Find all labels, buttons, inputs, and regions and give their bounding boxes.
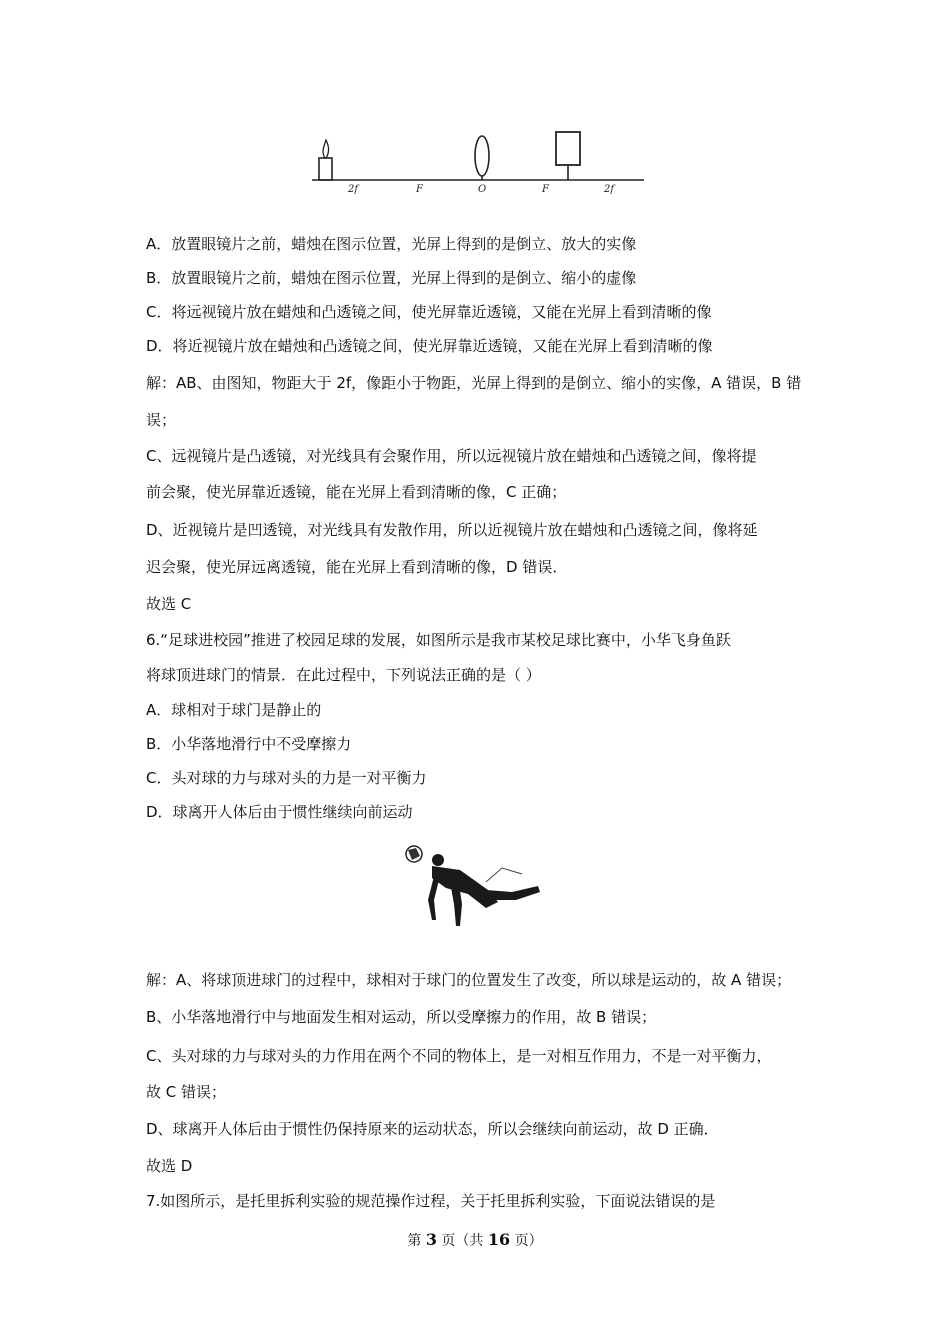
lens-experiment-figure <box>308 128 648 206</box>
footer-total-pages: 16 <box>487 1230 511 1249</box>
q7-stem: 7.如图所示，是托里拆利实验的规范操作过程，关于托里拆利实验，下面说法错误的是 <box>146 1192 716 1210</box>
soccer-ball-icon <box>406 846 422 862</box>
q6-solution-line: C、头对球的力与球对头的力作用在两个不同的物体上，是一对相互作用力，不是一对平衡力， <box>146 1047 772 1065</box>
q6-answer: 故选 D <box>146 1157 193 1175</box>
q5-option-b: B．放置眼镜片之前，蜡烛在图示位置，光屏上得到的是倒立、缩小的虚像 <box>146 269 637 287</box>
footer-middle: 页（共 <box>436 1233 488 1249</box>
q6-option-a: A．球相对于球门是静止的 <box>146 701 322 719</box>
footer-suffix: 页） <box>510 1233 543 1249</box>
light-screen-icon <box>556 132 580 180</box>
q6-option-b: B．小华落地滑行中不受摩擦力 <box>146 735 352 753</box>
footer-page-number: 3 <box>425 1230 437 1249</box>
q6-stem-line: 将球顶进球门的情景．在此过程中，下列说法正确的是（ ） <box>146 666 541 684</box>
q6-option-d: D．球离开人体后由于惯性继续向前运动 <box>146 803 413 821</box>
axis-label: 2f <box>604 184 615 195</box>
axis-label: F <box>416 184 423 195</box>
q6-solution-line: D、球离开人体后由于惯性仍保持原来的运动状态，所以会继续向前运动，故 D 正确． <box>146 1120 719 1138</box>
page-footer <box>0 1230 950 1251</box>
player-icon <box>428 854 540 926</box>
q5-solution-line: D、近视镜片是凹透镜，对光线具有发散作用，所以近视镜片放在蜡烛和凸透镜之间，像将延 <box>146 521 758 539</box>
axis-label: F <box>542 184 549 195</box>
q6-stem-line: 6.“足球进校园”推进了校园足球的发展，如图所示是我市某校足球比赛中，小华飞身鱼跃 <box>146 631 731 649</box>
axis-label: O <box>478 184 487 195</box>
q6-solution-line: 解：A、将球顶进球门的过程中，球相对于球门的位置发生了改变，所以球是运动的，故 A 错误； <box>146 971 792 989</box>
q5-option-d: D．将近视镜片放在蜡烛和凸透镜之间，使光屏靠近透镜，又能在光屏上看到清晰的像 <box>146 337 713 355</box>
q5-solution-line: 迟会聚，使光屏远离透镜，能在光屏上看到清晰的像，D 错误． <box>146 558 568 576</box>
q5-solution-line: 解：AB、由图知，物距大于 2f，像距小于物距，光屏上得到的是倒立、缩小的实像，A 错误，B 错 <box>146 374 802 392</box>
q5-solution-line: 误； <box>146 411 177 429</box>
q5-option-c: C．将远视镜片放在蜡烛和凸透镜之间，使光屏靠近透镜，又能在光屏上看到清晰的像 <box>146 303 712 321</box>
soccer-header-figure <box>398 838 558 938</box>
q5-solution-line: C、远视镜片是凸透镜，对光线具有会聚作用，所以远视镜片放在蜡烛和凸透镜之间，像将提 <box>146 447 757 465</box>
q5-solution-line: 前会聚，使光屏靠近透镜，能在光屏上看到清晰的像，C 正确； <box>146 483 567 501</box>
footer-prefix: 第 <box>407 1233 426 1249</box>
q5-option-a: A．放置眼镜片之前，蜡烛在图示位置，光屏上得到的是倒立、放大的实像 <box>146 235 637 253</box>
q5-answer: 故选 C <box>146 595 192 613</box>
q6-solution-line: 故 C 错误； <box>146 1083 227 1101</box>
candle-icon <box>319 140 332 180</box>
convex-lens-icon <box>475 136 489 176</box>
axis-label: 2f <box>348 184 359 195</box>
q6-option-c: C．头对球的力与球对头的力是一对平衡力 <box>146 769 427 787</box>
q6-solution-line: B、小华落地滑行中与地面发生相对运动，所以受摩擦力的作用，故 B 错误； <box>146 1008 657 1026</box>
